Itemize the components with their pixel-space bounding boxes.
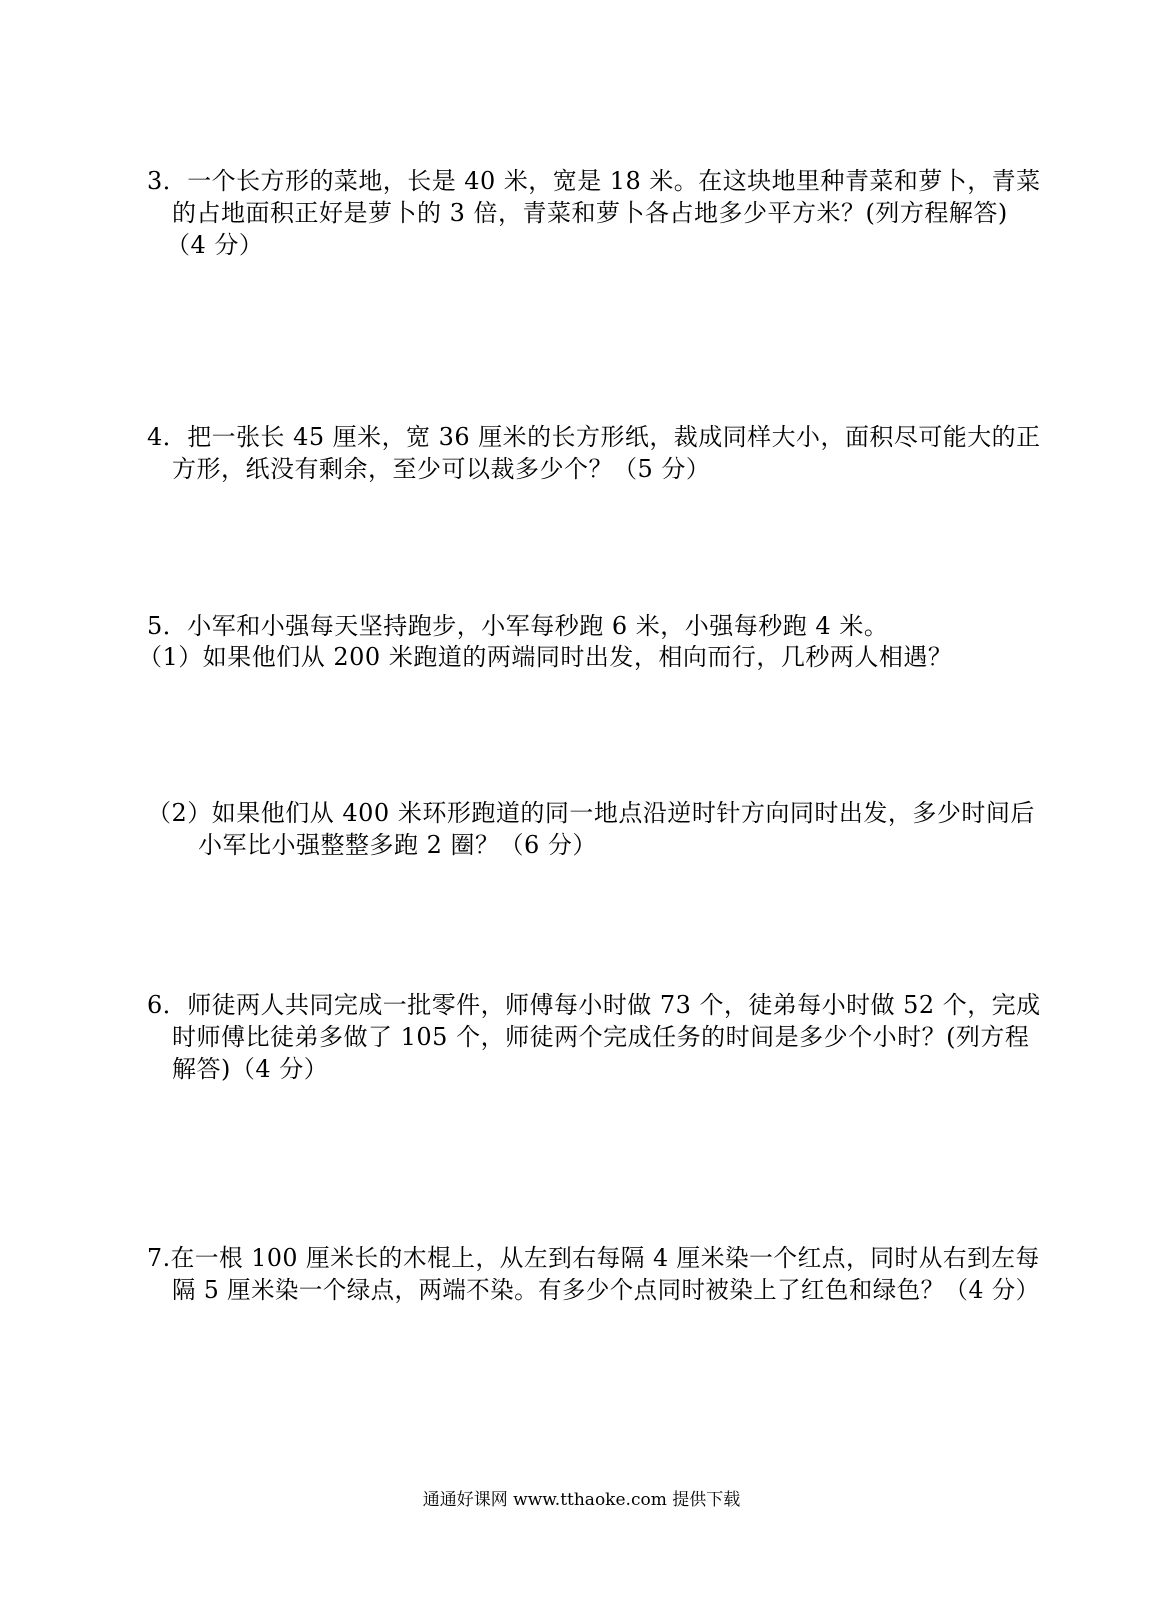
question-7-line-2: 隔 5 厘米染一个绿点，两端不染。有多少个点同时被染上了红色和绿色？（4 分） [172,1276,1040,1304]
question-7-line-1: 7.在一根 100 厘米长的木棍上，从左到右每隔 4 厘米染一个红点，同时从右到左每 [147,1244,1040,1272]
question-5-line-1: 5．小军和小强每天坚持跑步，小军每秒跑 6 米，小强每秒跑 4 米。 [147,612,889,640]
question-5-part-2-line-1: （2）如果他们从 400 米环形跑道的同一地点沿逆时针方向同时出发，多少时间后 [147,799,1035,827]
question-4-line-2: 方形，纸没有剩余，至少可以裁多少个？（5 分） [172,455,711,483]
question-6-line-2: 时师傅比徒弟多做了 105 个，师徒两个完成任务的时间是多少个小时？(列方程 [172,1023,1030,1051]
footer-source-note: 通通好课网 www.tthaoke.com 提供下载 [422,1490,741,1510]
question-3-line-1: 3．一个长方形的菜地，长是 40 米，宽是 18 米。在这块地里种青菜和萝卜，青菜 [147,167,1041,195]
question-3-line-2: 的占地面积正好是萝卜的 3 倍，青菜和萝卜各占地多少平方米？(列方程解答) [172,199,1008,227]
question-6-line-3: 解答)（4 分） [172,1055,329,1083]
question-5-part-2-line-2: 小军比小强整整多跑 2 圈？（6 分） [198,831,597,859]
question-3-line-3: （4 分） [166,231,264,259]
question-6-line-1: 6．师徒两人共同完成一批零件，师傅每小时做 73 个，徒弟每小时做 52 个，完成 [147,991,1041,1019]
question-5-part-1: （1）如果他们从 200 米跑道的两端同时出发，相向而行，几秒两人相遇？ [138,643,953,671]
question-4-line-1: 4．把一张长 45 厘米，宽 36 厘米的长方形纸，裁成同样大小，面积尽可能大的正 [147,423,1041,451]
